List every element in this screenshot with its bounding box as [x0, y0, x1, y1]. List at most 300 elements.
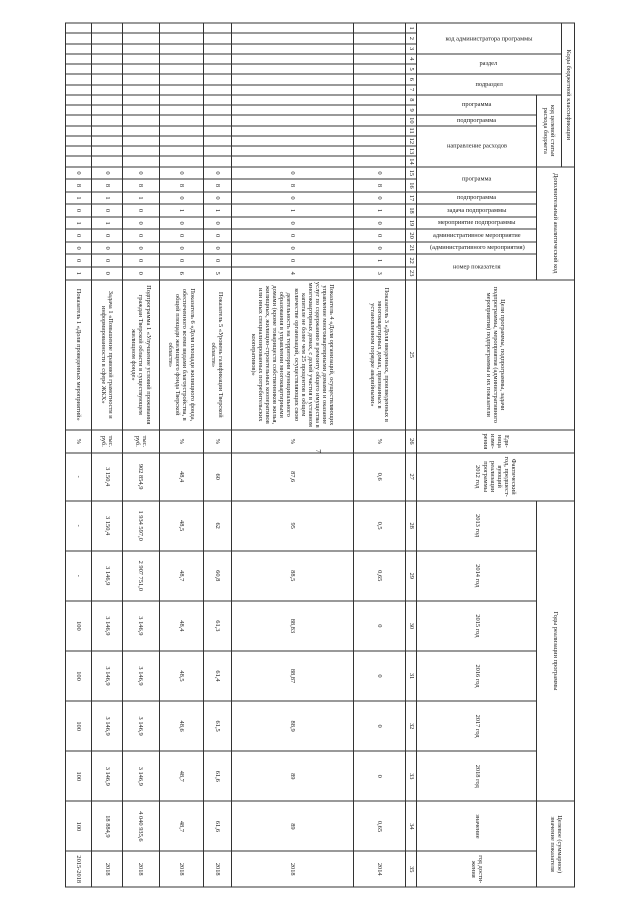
empty-code-cell	[66, 54, 92, 64]
analytic-code-digit: 1	[354, 254, 406, 267]
year-header-2017: 2017 год	[417, 701, 537, 751]
year-value-cell: 88,83	[231, 601, 353, 651]
analytic-code-digit: 8	[354, 179, 406, 192]
fact-2012-cell: 60	[203, 453, 231, 501]
year-value-cell: 48,7	[159, 751, 203, 801]
column-number: 4	[406, 54, 417, 64]
empty-code-cell	[354, 146, 406, 156]
year-value-cell: 0	[354, 751, 406, 801]
empty-code-cell	[354, 54, 406, 64]
column-number: 5	[406, 64, 417, 74]
target-year-cell: 2018	[231, 851, 353, 887]
target-value-cell: 4 040 935,6	[122, 801, 159, 851]
analytic-code-digit: 1	[92, 217, 123, 230]
empty-code-cell	[203, 95, 231, 105]
analytic-code-digit: 0	[203, 229, 231, 242]
analytics-label-subprogram: подпрограмма	[417, 192, 537, 205]
analytic-code-digit: 0	[66, 254, 92, 267]
analytic-code-digit: 3	[354, 267, 406, 280]
year-value-cell: 0	[354, 601, 406, 651]
empty-code-cell	[92, 33, 123, 43]
empty-code-cell	[354, 23, 406, 33]
empty-code-cell	[159, 33, 203, 43]
column-number: 6	[406, 74, 417, 84]
column-number: 8	[406, 95, 417, 105]
empty-code-cell	[203, 54, 231, 64]
fact-2012-cell: 902 854,9	[122, 453, 159, 501]
empty-code-cell	[231, 136, 353, 146]
empty-code-cell	[354, 126, 406, 136]
analytics-group-header: Дополнительный аналитический код	[537, 167, 575, 280]
analytic-code-digit: 0	[354, 217, 406, 230]
analytic-code-digit: 0	[159, 167, 203, 180]
indicator-description: Показатель 6 «Доля площади жилищного фонда, обеспеченного всеми видами благоустройства, в общей площади жилищного фонда Тверской области»	[159, 280, 203, 430]
column-number: 31	[406, 651, 417, 701]
analytic-code-digit: 1	[354, 204, 406, 217]
empty-code-cell	[203, 146, 231, 156]
empty-code-cell	[66, 64, 92, 74]
analytic-code-digit: 8	[122, 179, 159, 192]
year-header-2016: 2016 год	[417, 651, 537, 701]
year-value-cell: 100	[66, 701, 92, 751]
year-value-cell: 62	[203, 501, 231, 551]
empty-code-cell	[354, 64, 406, 74]
year-value-cell: 88,87	[231, 651, 353, 701]
analytic-code-digit: 0	[231, 254, 353, 267]
analytic-code-digit: 0	[122, 254, 159, 267]
analytic-code-digit: 0	[122, 204, 159, 217]
year-value-cell: 88,5	[231, 551, 353, 601]
unit-header: Еди-ница изме-рения	[417, 430, 575, 453]
fact-2012-cell: 87,6	[231, 453, 353, 501]
empty-code-cell	[231, 126, 353, 136]
column-number: 25	[406, 280, 417, 430]
year-header-2013: 2013 год	[417, 501, 537, 551]
empty-code-cell	[159, 23, 203, 33]
year-value-cell: 48,6	[159, 701, 203, 751]
empty-code-cell	[231, 85, 353, 95]
analytic-code-digit: 0	[203, 192, 231, 205]
table-row	[92, 23, 123, 887]
target-year-header: год дости-жения	[417, 851, 537, 887]
column-number: 19	[406, 217, 417, 230]
empty-code-cell	[231, 33, 353, 43]
analytic-code-digit: 0	[66, 167, 92, 180]
empty-code-cell	[354, 33, 406, 43]
column-number: 16	[406, 179, 417, 192]
empty-code-cell	[66, 126, 92, 136]
empty-code-cell	[92, 44, 123, 54]
year-value-cell: 61,5	[203, 701, 231, 751]
empty-code-cell	[92, 126, 123, 136]
empty-code-cell	[159, 115, 203, 125]
analytic-code-digit: 8	[159, 179, 203, 192]
year-value-cell: 0,65	[354, 551, 406, 601]
empty-code-cell	[122, 54, 159, 64]
analytics-label-task: задача подпрограммы	[417, 204, 537, 217]
empty-code-cell	[231, 95, 353, 105]
empty-code-cell	[122, 115, 159, 125]
analytic-code-digit: 1	[92, 192, 123, 205]
indicator-description: Показатель 5 «Уровень газификации Тверской области»	[203, 280, 231, 430]
empty-code-cell	[92, 85, 123, 95]
analytic-code-digit: 0	[354, 242, 406, 255]
empty-code-cell	[203, 74, 231, 84]
target-value-cell: 61,6	[203, 801, 231, 851]
empty-code-cell	[92, 95, 123, 105]
unit-cell: %	[66, 430, 92, 453]
empty-code-cell	[122, 126, 159, 136]
year-header-2014: 2014 год	[417, 551, 537, 601]
year-value-cell: 100	[66, 751, 92, 801]
year-value-cell: 3 146,9	[92, 601, 123, 651]
empty-code-cell	[92, 23, 123, 33]
empty-code-cell	[231, 115, 353, 125]
year-value-cell: 3 146,9	[122, 751, 159, 801]
target-value-cell: 89	[231, 801, 353, 851]
year-value-cell: 3 146,9	[122, 601, 159, 651]
year-value-cell: 100	[66, 601, 92, 651]
column-number: 18	[406, 204, 417, 217]
analytic-code-digit: 1	[203, 204, 231, 217]
empty-code-cell	[92, 64, 123, 74]
table-row	[203, 23, 231, 887]
analytic-code-digit: 0	[66, 242, 92, 255]
column-number: 15	[406, 167, 417, 180]
unit-cell: %	[203, 430, 231, 453]
column-number-row	[406, 23, 417, 887]
empty-code-cell	[203, 115, 231, 125]
empty-code-cell	[354, 115, 406, 125]
empty-code-cell	[354, 74, 406, 84]
empty-code-cell	[159, 126, 203, 136]
analytic-code-digit: 8	[203, 179, 231, 192]
analytic-code-digit: 5	[203, 267, 231, 280]
analytic-code-digit: 0	[231, 167, 353, 180]
year-value-cell: 0	[354, 651, 406, 701]
empty-code-cell	[92, 146, 123, 156]
empty-code-cell	[122, 74, 159, 84]
column-number: 7	[406, 85, 417, 95]
analytic-code-digit: 0	[92, 229, 123, 242]
year-value-cell: 1 934 597,0	[122, 501, 159, 551]
column-number: 30	[406, 601, 417, 651]
column-number: 32	[406, 701, 417, 751]
unit-cell: %	[159, 430, 203, 453]
empty-code-cell	[66, 74, 92, 84]
analytics-label-program: программа	[417, 167, 537, 192]
empty-code-cell	[122, 44, 159, 54]
year-value-cell: 48,5	[159, 501, 203, 551]
target-year-cell: 2018	[159, 851, 203, 887]
target-year-cell: 2018	[122, 851, 159, 887]
indicator-description: Показатель 1 «Доля проведенных мероприятий»	[66, 280, 92, 430]
analytic-code-digit: 0	[66, 204, 92, 217]
section-header: раздел	[417, 54, 562, 75]
analytic-code-digit: 0	[203, 167, 231, 180]
year-value-cell: 61,6	[203, 751, 231, 801]
analytics-label-indicator-number: номер показателя	[417, 254, 537, 279]
table-row	[122, 23, 159, 887]
target-value-cell: 0,65	[354, 801, 406, 851]
analytic-code-digit: 0	[92, 242, 123, 255]
analytic-code-digit: 1	[66, 192, 92, 205]
fact-2012-cell: 48,4	[159, 453, 203, 501]
fact-year-header: Фактический год, предшест-вующий реализации программы 2012 год	[417, 453, 575, 501]
subsection-header: подраздел	[417, 74, 562, 95]
year-value-cell: 61,3	[203, 601, 231, 651]
empty-code-cell	[231, 156, 353, 166]
year-value-cell: 3 150,4	[92, 501, 123, 551]
column-number: 14	[406, 156, 417, 166]
program-header: программа	[417, 95, 537, 116]
year-value-cell: -	[66, 501, 92, 551]
empty-code-cell	[66, 146, 92, 156]
column-number: 17	[406, 192, 417, 205]
column-number: 27	[406, 453, 417, 501]
year-value-cell: 3 146,9	[122, 701, 159, 751]
year-value-cell: 3 146,9	[92, 651, 123, 701]
column-number: 28	[406, 501, 417, 551]
analytic-code-digit: 4	[231, 267, 353, 280]
empty-code-cell	[354, 105, 406, 115]
empty-code-cell	[203, 105, 231, 115]
fact-2012-cell: 0,6	[354, 453, 406, 501]
empty-code-cell	[231, 64, 353, 74]
analytic-code-digit: 0	[92, 267, 123, 280]
rotated-table-sheet	[65, 23, 575, 888]
empty-code-cell	[122, 23, 159, 33]
year-value-cell: 61,4	[203, 651, 231, 701]
target-value-cell: 18 884,9	[92, 801, 123, 851]
empty-code-cell	[122, 33, 159, 43]
indicator-description: Подпрограмма 1 «Улучшение условий проживания граждан Тверской области в существующем жилищном фонде»	[122, 280, 159, 430]
indicator-description: Показатель 4 «Доля организаций, осуществляющих управление многоквартирными домами и оказание услуг по содержанию и ремонту общего имущества в многоквартирных домах, с долей участия в уставном капитале не более чем 25 процентов в общем количестве организаций, осуществляющих свою деятельность на территории муниципального образования в управлении многоквартирными домами (кроме товариществ собственников жилья, жилищных, жилищно-строительных кооперативов или иных специализированных потребительских кооперативов)»	[231, 280, 353, 430]
target-value-cell: 48,7	[159, 801, 203, 851]
empty-code-cell	[203, 136, 231, 146]
table-row	[354, 23, 406, 887]
unit-cell: тыс. руб.	[92, 430, 123, 453]
year-value-cell: 100	[66, 651, 92, 701]
empty-code-cell	[159, 146, 203, 156]
year-value-cell: 89	[231, 751, 353, 801]
unit-cell: %	[231, 430, 353, 453]
empty-code-cell	[231, 146, 353, 156]
analytic-code-digit: 1	[66, 217, 92, 230]
analytic-code-digit: 8	[66, 179, 92, 192]
analytic-code-digit: 0	[92, 167, 123, 180]
empty-code-cell	[66, 115, 92, 125]
year-value-cell: 48,4	[159, 601, 203, 651]
column-number: 23	[406, 267, 417, 280]
empty-code-cell	[354, 44, 406, 54]
year-value-cell: 0	[354, 701, 406, 751]
expense-direction-header: направление расходов	[417, 126, 537, 167]
page-number: 7	[313, 449, 322, 453]
empty-code-cell	[66, 95, 92, 105]
empty-code-cell	[66, 105, 92, 115]
analytic-code-digit: 0	[122, 217, 159, 230]
analytic-code-digit: 1	[122, 192, 159, 205]
analytic-code-digit: 1	[231, 204, 353, 217]
empty-code-cell	[203, 64, 231, 74]
empty-code-cell	[203, 44, 231, 54]
expense-item-group-header: код целевой статьи расхода бюджета	[537, 95, 562, 167]
column-number: 9	[406, 105, 417, 115]
empty-code-cell	[122, 64, 159, 74]
empty-code-cell	[354, 85, 406, 95]
empty-code-cell	[66, 33, 92, 43]
goals-title-header: Цели программы, подпрограммы, задачи подпрограммы, мероприятия (административного мероприятия) подпрограммы и их показатели	[417, 280, 575, 430]
column-number: 22	[406, 254, 417, 267]
empty-code-cell	[66, 23, 92, 33]
column-number: 35	[406, 851, 417, 887]
column-number: 3	[406, 44, 417, 54]
empty-code-cell	[354, 95, 406, 105]
analytic-code-digit: 0	[122, 229, 159, 242]
analytic-code-digit: 0	[203, 242, 231, 255]
empty-code-cell	[122, 85, 159, 95]
analytic-code-digit: 0	[203, 254, 231, 267]
year-header-2018: 2018 год	[417, 751, 537, 801]
header-row-1	[561, 23, 574, 887]
empty-code-cell	[92, 115, 123, 125]
analytic-code-digit: 0	[231, 217, 353, 230]
empty-code-cell	[203, 126, 231, 136]
year-header-2015: 2015 год	[417, 601, 537, 651]
unit-cell: тыс. руб.	[122, 430, 159, 453]
empty-code-cell	[159, 54, 203, 64]
analytic-code-digit: 0	[231, 192, 353, 205]
empty-code-cell	[122, 95, 159, 105]
empty-code-cell	[354, 136, 406, 146]
empty-code-cell	[159, 156, 203, 166]
analytic-code-digit: 0	[159, 242, 203, 255]
year-value-cell: 0,5	[354, 501, 406, 551]
empty-code-cell	[231, 44, 353, 54]
program-indicators-table	[65, 23, 575, 888]
empty-code-cell	[159, 105, 203, 115]
empty-code-cell	[92, 54, 123, 64]
table-row	[66, 23, 92, 887]
empty-code-cell	[231, 54, 353, 64]
analytic-code-digit: 0	[354, 167, 406, 180]
empty-code-cell	[159, 95, 203, 105]
column-number: 33	[406, 751, 417, 801]
column-number: 21	[406, 242, 417, 255]
empty-code-cell	[203, 156, 231, 166]
year-value-cell: 88,9	[231, 701, 353, 751]
year-value-cell: 3 146,9	[92, 701, 123, 751]
target-value-cell: 100	[66, 801, 92, 851]
year-value-cell: 48,7	[159, 551, 203, 601]
analytic-code-digit: 0	[159, 229, 203, 242]
analytic-code-digit: 0	[231, 242, 353, 255]
analytic-code-digit: 0	[92, 254, 123, 267]
year-value-cell: 3 146,9	[92, 551, 123, 601]
column-number: 12	[406, 136, 417, 146]
empty-code-cell	[92, 105, 123, 115]
indicator-description: Задача 1 «Повышение правовой грамотности и информированности в сфере ЖКХ»	[92, 280, 123, 430]
fact-2012-cell: 3 150,4	[92, 453, 123, 501]
empty-code-cell	[203, 23, 231, 33]
admin-code-header: код администратора программы	[417, 23, 562, 54]
empty-code-cell	[122, 156, 159, 166]
indicator-description: Показатель 3 «Доля введенных, произведенных в многоквартирных домах, признанных в установленном порядке аварийными»	[354, 280, 406, 430]
empty-code-cell	[66, 85, 92, 95]
empty-code-cell	[159, 64, 203, 74]
analytic-code-digit: 1	[66, 267, 92, 280]
analytic-code-digit: 6	[159, 267, 203, 280]
analytics-label-admin-activity: административное мероприятие	[417, 229, 537, 242]
target-year-cell: 2018	[203, 851, 231, 887]
codes-group-header: Коды бюджетной классификации	[561, 23, 574, 167]
empty-code-cell	[231, 74, 353, 84]
target-group-header: Целевое (суммарное) значение показателя	[537, 801, 575, 887]
empty-code-cell	[92, 156, 123, 166]
year-value-cell: 2 907 751,0	[122, 551, 159, 601]
analytic-code-digit: 0	[354, 192, 406, 205]
empty-code-cell	[159, 136, 203, 146]
analytic-code-digit: 0	[354, 229, 406, 242]
empty-code-cell	[159, 85, 203, 95]
empty-code-cell	[159, 44, 203, 54]
empty-code-cell	[203, 33, 231, 43]
analytic-code-digit: 0	[66, 229, 92, 242]
column-number: 10	[406, 115, 417, 125]
target-year-cell: 2015-2018	[66, 851, 92, 887]
analytic-code-digit: 0	[159, 254, 203, 267]
analytic-code-digit: 0	[231, 229, 353, 242]
column-number: 13	[406, 146, 417, 156]
table-row	[231, 23, 353, 887]
analytic-code-digit: 1	[159, 204, 203, 217]
empty-code-cell	[92, 136, 123, 146]
empty-code-cell	[231, 23, 353, 33]
column-number: 34	[406, 801, 417, 851]
analytic-code-digit: 0	[92, 204, 123, 217]
table-row	[159, 23, 203, 887]
analytic-code-digit: 0	[122, 167, 159, 180]
years-group-header: Годы реализации программы	[537, 501, 575, 802]
analytics-label-activity: мероприятие подпрограммы	[417, 217, 537, 230]
column-number: 26	[406, 430, 417, 453]
empty-code-cell	[231, 105, 353, 115]
empty-code-cell	[159, 74, 203, 84]
target-year-cell: 2014	[354, 851, 406, 887]
column-number: 2	[406, 33, 417, 43]
column-number: 1	[406, 23, 417, 33]
column-number: 29	[406, 551, 417, 601]
analytic-code-digit: 0	[122, 242, 159, 255]
empty-code-cell	[66, 156, 92, 166]
analytic-code-digit: 0	[159, 217, 203, 230]
analytic-code-digit: 0	[159, 192, 203, 205]
subprogram-header: подпрограмма	[417, 115, 537, 125]
year-value-cell: 3 146,9	[122, 651, 159, 701]
empty-code-cell	[122, 105, 159, 115]
empty-code-cell	[122, 136, 159, 146]
year-value-cell: 60,8	[203, 551, 231, 601]
year-value-cell: 95	[231, 501, 353, 551]
target-value-header: значение	[417, 801, 537, 851]
year-value-cell: -	[66, 551, 92, 601]
empty-code-cell	[122, 146, 159, 156]
empty-code-cell	[92, 74, 123, 84]
analytic-code-digit: 8	[231, 179, 353, 192]
year-value-cell: 3 146,9	[92, 751, 123, 801]
analytics-label-admin-activity-2: (административного мероприятия)	[417, 242, 537, 255]
